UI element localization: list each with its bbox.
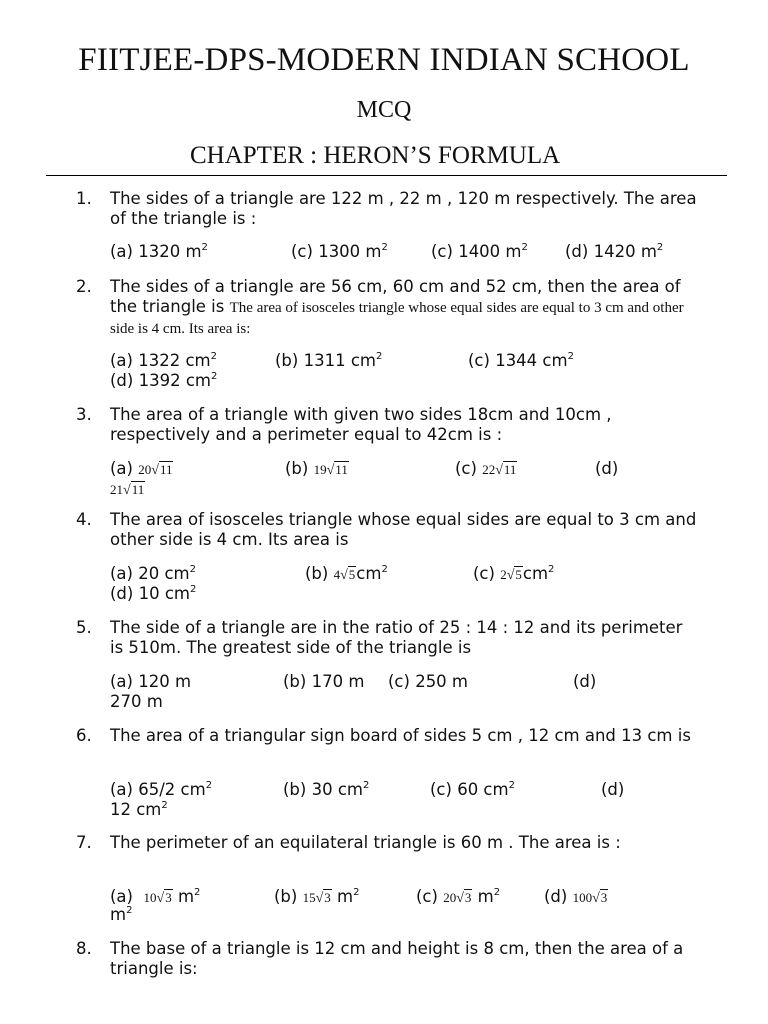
option-d-value: 12 $cm^2$ [110,800,168,819]
question-number: 5. [76,618,92,637]
option-b: (b) 1311 $cm^2$ [275,351,383,370]
option-c: (c) 250 m [388,672,469,691]
option-d-value [110,479,145,501]
radical-expression: 15√3 [302,890,331,906]
question-number: 4. [76,510,92,529]
option-c: (c) 60 $cm^2$ [430,780,515,799]
option-d: (d) 1420 $m^2$ [565,242,664,261]
radical-expression: 4√5 [333,567,356,583]
radical-expression: 20√11 [138,462,173,478]
question-number: 6. [76,726,92,745]
question-text: The area of a triangular sign board of sides 5 cm , 12 cm and 13 cm is [110,726,691,745]
option-b: (b) 15√3 $m^2$ [274,887,360,906]
option-a: (a) 1320 $m^2$ [110,242,208,261]
radical-expression: 19√11 [313,462,348,478]
radical-expression: 21√11 [110,482,145,498]
option-a: (a) 20 $cm^2$ [110,564,196,583]
document-type: MCQ [356,97,412,123]
option-a: (a) 10√3 $m^2$ [110,887,201,906]
option-b: (c) 1300 $m^2$ [291,242,388,261]
option-c: (c) $2√5cm^2$ [473,564,555,583]
option-c: (c) 22√11 [455,459,517,478]
chapter-title: CHAPTER : HERON’S FORMULA [190,142,561,169]
school-title: FIITJEE-DPS-MODERN INDIAN SCHOOL [78,42,690,78]
option-a: (a) 1322 $cm^2$ [110,351,217,370]
radical-expression: 100√3 [572,890,608,906]
radical-expression: 22√11 [482,462,517,478]
option-b: (b) 30 $cm^2$ [283,780,370,799]
radical-expression: 20√3 [443,890,472,906]
option-c: (c) 1400 $m^2$ [431,242,528,261]
option-d: (d) [573,672,597,691]
option-d: (d) 10 $cm^2$ [110,584,197,603]
question-text: The sides of a triangle are 56 cm, 60 cm and 52 cm, then the area of the triangle is The area of isosceles triangle whose equal sides are equal to 3 cm and other side is 4 cm. Its area is: [110,277,684,337]
option-b: (b) 170 m [283,672,365,691]
option-a: (a) 65/2 $cm^2$ [110,780,213,799]
header-divider [46,175,727,176]
option-a: (a) 20√11 [110,459,173,478]
option-d: (d) 100√3 [544,887,608,906]
option-a: (a) 120 m [110,672,192,691]
option-b: (b) 19√11 [285,459,348,478]
question-number: 3. [76,405,92,424]
question-serif-text: The area of isosceles triangle whose equal sides are equal to 3 cm and other side is 4 cm. Its area is: [110,300,684,337]
option-d: (d) [595,459,619,478]
question-number: 7. [76,833,92,852]
question-text: The base of a triangle is 12 cm and height is 8 cm, then the area of a triangle is: [110,939,684,978]
option-c: (c) 1344 $cm^2$ [468,351,574,370]
option-d: (d) [601,780,625,799]
radical-expression: 10√3 [143,890,172,906]
question-text: The area of isosceles triangle whose equal sides are equal to 3 cm and other side is 4 cm. Its area is [110,510,697,549]
option-d-value: 270 m [110,692,163,711]
question-text: The side of a triangle are in the ratio of 25 : 14 : 12 and its perimeter is 510m. The greatest side of the triangle is [110,618,683,657]
question-number: 1. [76,189,92,208]
option-d: (d) 1392 $cm^2$ [110,371,218,390]
option-c: (c) 20√3 $m^2$ [416,887,501,906]
question-number: 2. [76,277,92,296]
question-number: 8. [76,939,92,958]
question-text: The sides of a triangle are 122 m , 22 m , 120 m respectively. The area of the triangle is : [110,189,697,228]
question-text: The area of a triangle with given two sides 18cm and 10cm , respectively and a perimeter equal to 42cm is : [110,405,612,444]
option-b: (b) $4√5cm^2$ [305,564,388,583]
option-d-unit: $m^2$ [110,905,133,924]
radical-expression: 2√5 [500,567,522,583]
question-text: The perimeter of an equilateral triangle is 60 m . The area is : [110,833,621,852]
